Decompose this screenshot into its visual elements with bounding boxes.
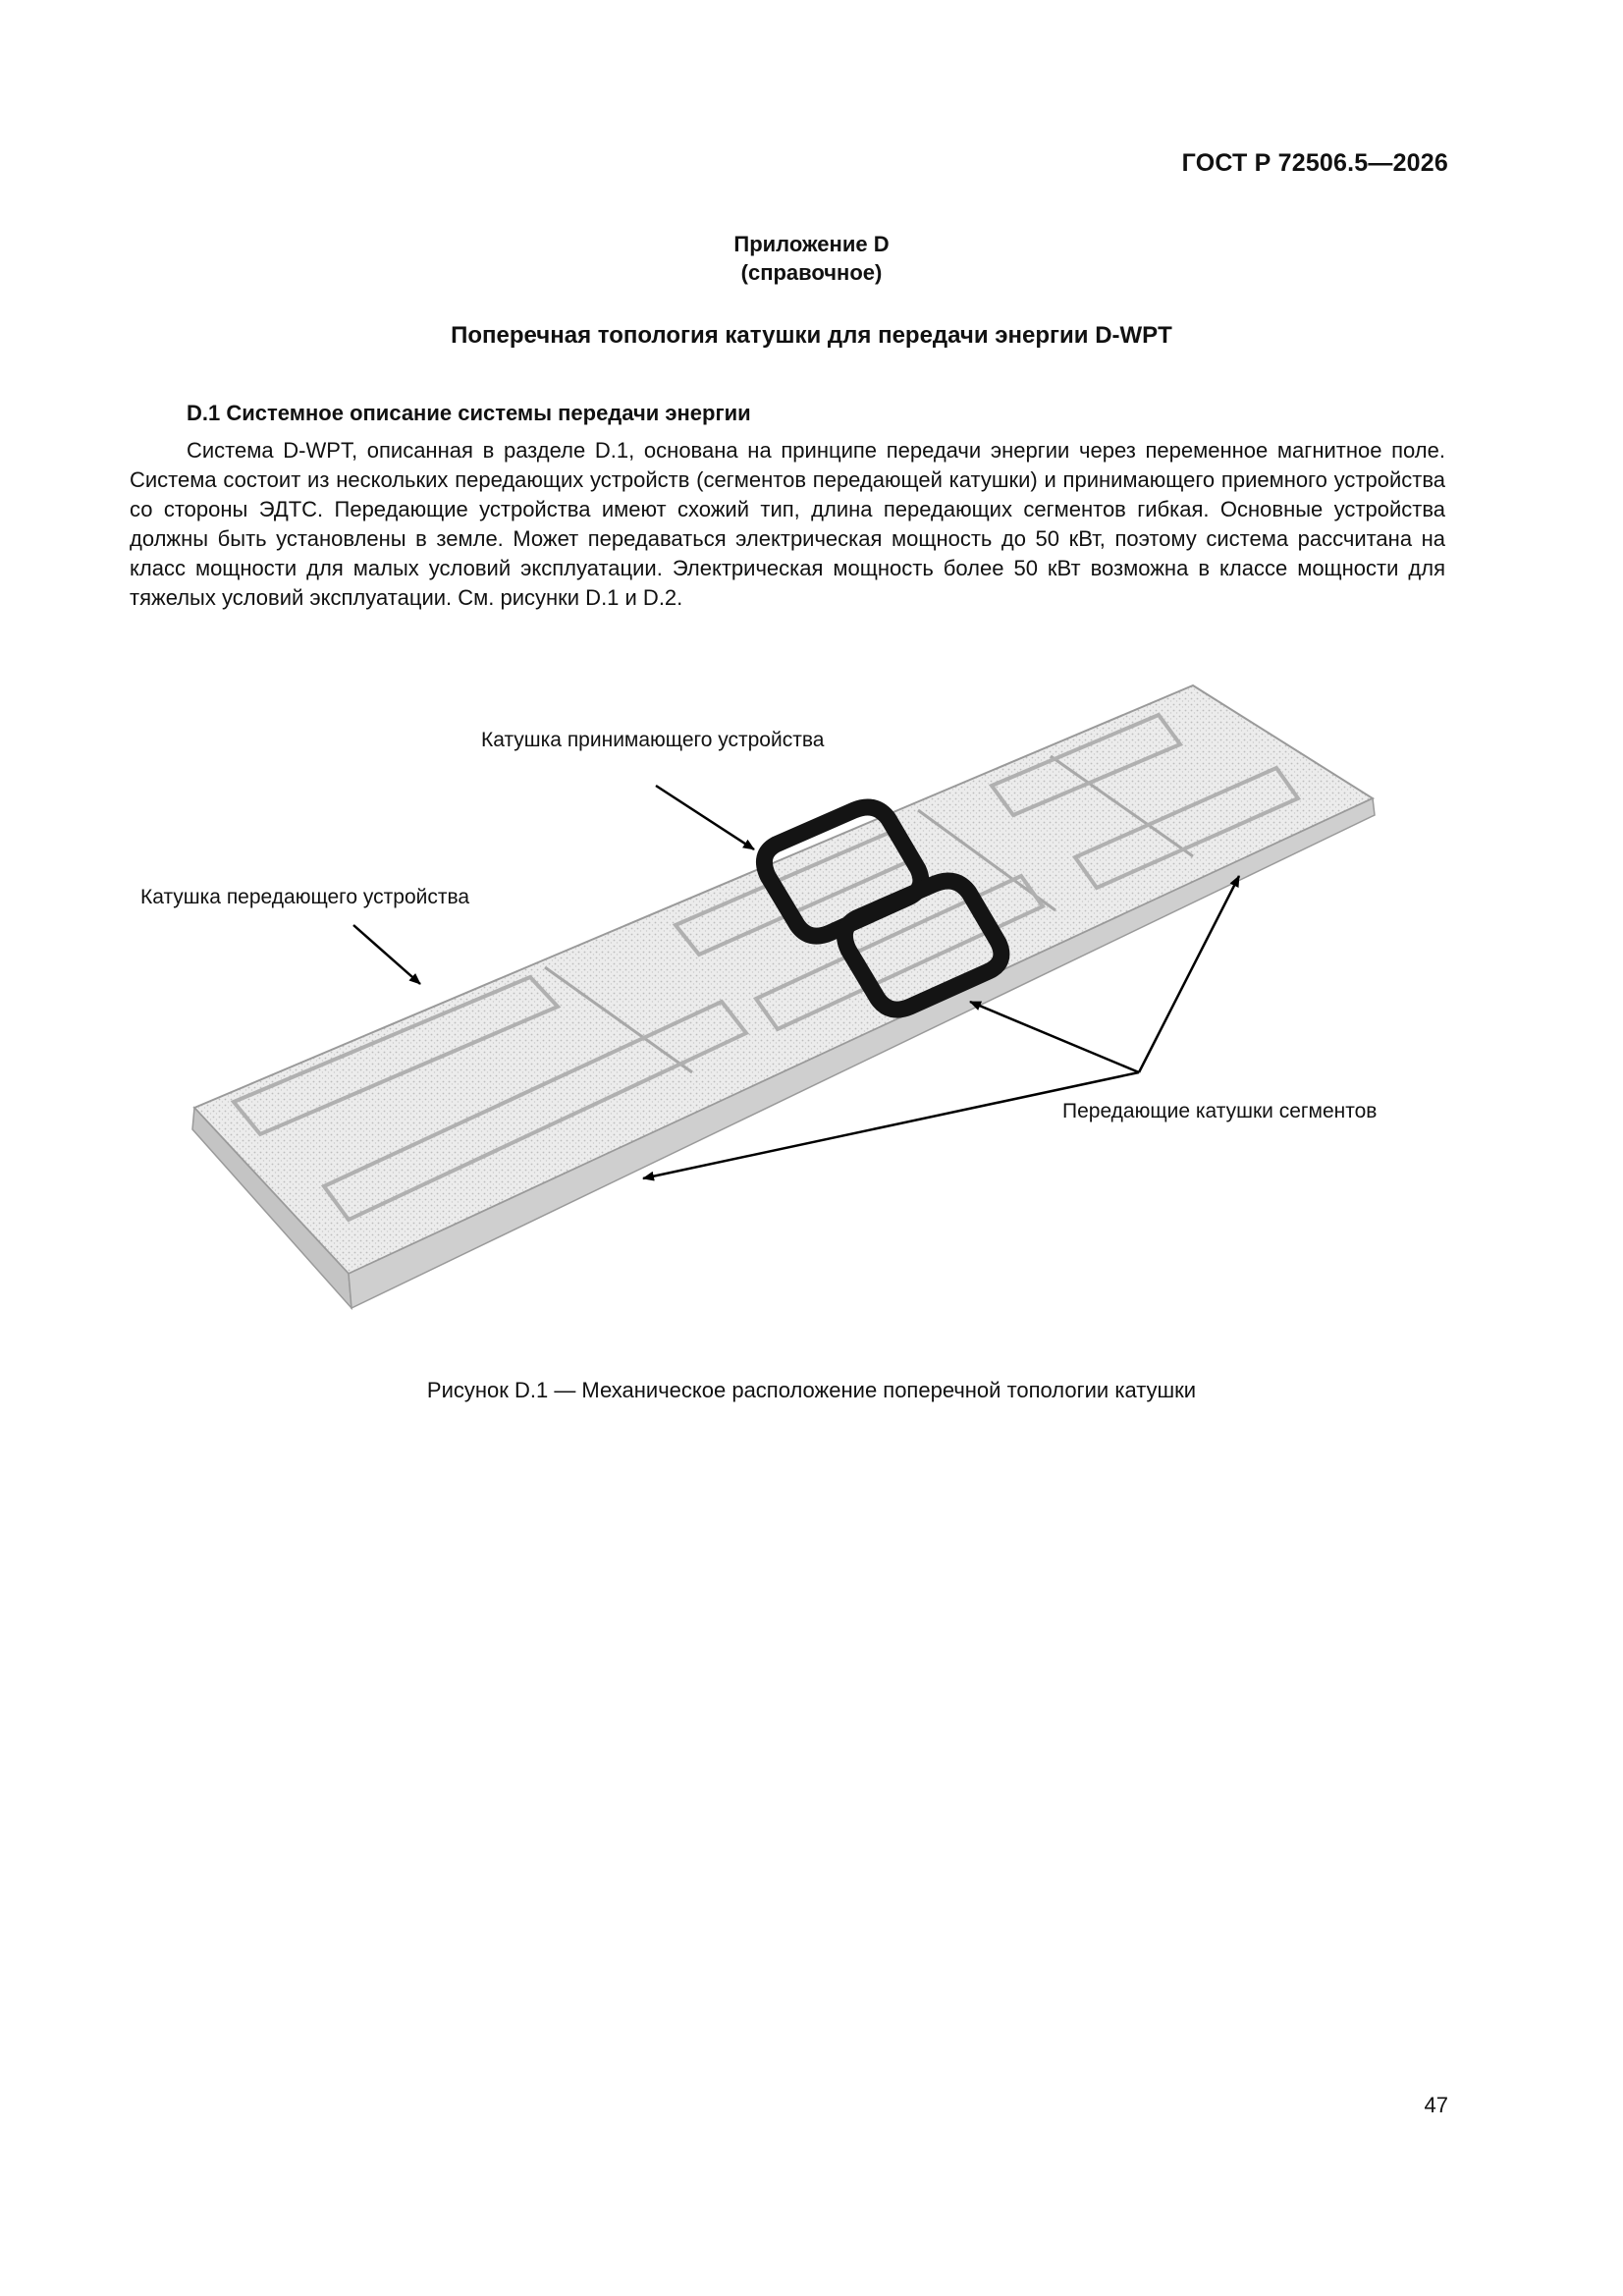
transmitter-coil-label: Катушка передающего устройства	[140, 886, 470, 908]
segment-arrow-2	[970, 1002, 1139, 1072]
receiver-coil-arrow	[656, 786, 754, 849]
annex-status: (справочное)	[740, 260, 883, 285]
body-paragraph: Система D-WPT, описанная в разделе D.1, основана на принципе передачи энергии через переменное магнитное поле. Система состоит из нескольких передающих устройств (сегментов передающей катушки) и принимающего приемного устройства со стороны ЭДТС. Передающие устройства имеют схожий тип, длина передающих сегментов гибкая. Основные устройства должны быть установлены в земле. Может передаваться электрическая мощность до 50 кВт, поэтому система рассчитана на класс мощности для малых условий эксплуатации. Электрическая мощность более 50 кВт возможна в классе мощности для тяжелых условий эксплуатации. См. рисунки D.1 и D.2.	[130, 438, 1445, 610]
receiver-coil-label: Катушка принимающего устройства	[481, 729, 825, 751]
page-number: 47	[1424, 2093, 1448, 2117]
transmitter-track-top	[194, 685, 1373, 1274]
transmitter-coil-arrow	[353, 925, 420, 984]
annex-heading	[0, 230, 1623, 287]
coil-topology-illustration	[0, 668, 1623, 1336]
section-heading: D.1 Системное описание системы передачи энергии	[187, 401, 751, 425]
figure-caption: Рисунок D.1 — Механическое расположение поперечной топологии катушки	[426, 1378, 1197, 1402]
segment-coils-label: Передающие катушки сегментов	[1062, 1100, 1378, 1122]
annex-title: Поперечная топология катушки для передачи энергии D-WPT	[451, 322, 1172, 349]
annex-label: Приложение D	[733, 232, 890, 256]
document-code: ГОСТ Р 72506.5—2026	[1181, 149, 1448, 177]
figure-d1	[0, 668, 1623, 1336]
